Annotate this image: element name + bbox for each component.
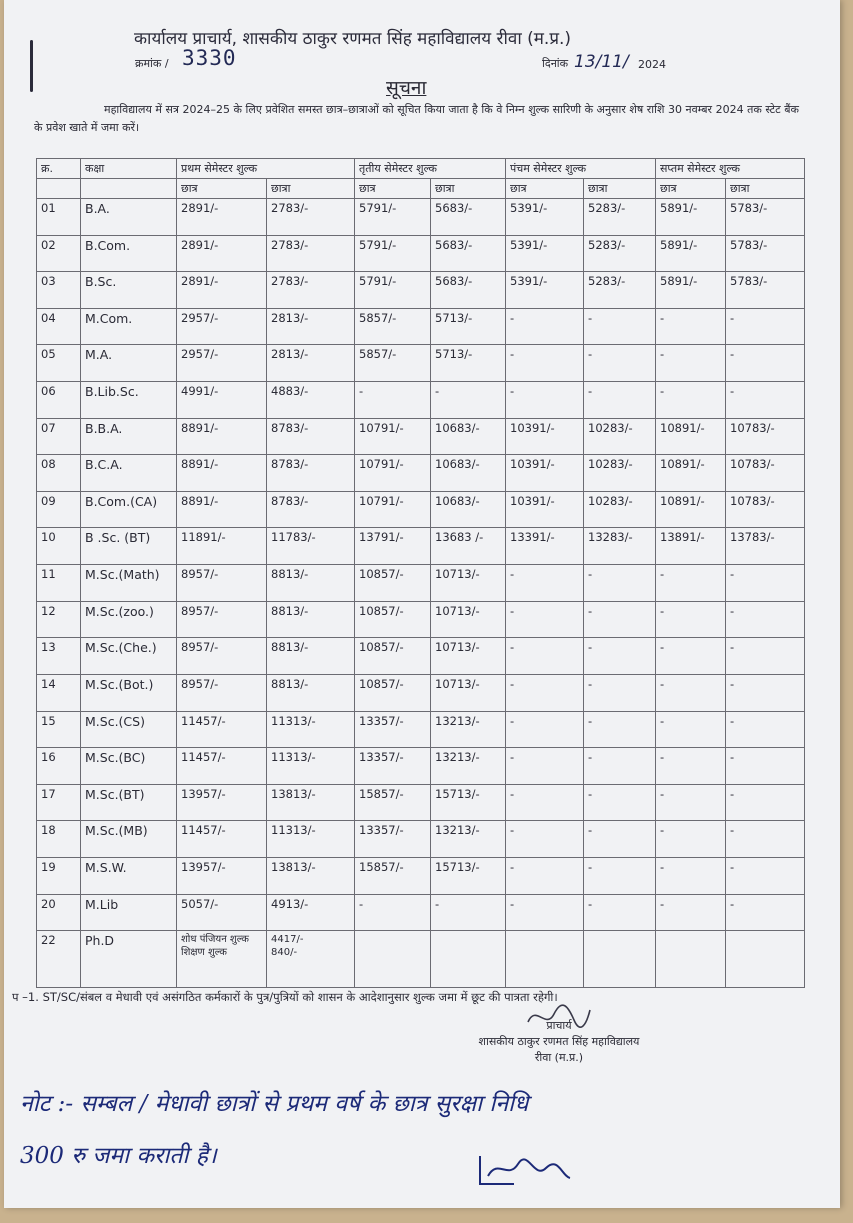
header-sem1: प्रथम सेमेस्टर शुल्क (177, 159, 355, 179)
cell-fee: 11313/- (267, 711, 355, 748)
cell-fee: 8891/- (177, 455, 267, 492)
cell-sno: 22 (37, 931, 81, 988)
cell-fee: - (656, 748, 726, 785)
cell-fee: - (506, 894, 584, 931)
cell-sno: 17 (37, 784, 81, 821)
cell-empty (506, 931, 584, 988)
cell-fee: 10791/- (355, 491, 431, 528)
table-row-phd (37, 931, 805, 988)
cell-fee: 11313/- (267, 821, 355, 858)
cell-fee: 15857/- (355, 784, 431, 821)
cell-fee: 10891/- (656, 418, 726, 455)
handwritten-note (20, 1078, 820, 1182)
cell-sno: 02 (37, 235, 81, 272)
cell-fee: 11783/- (267, 528, 355, 565)
header-female: छात्रा (267, 179, 355, 199)
cell-class: M.Sc.(Bot.) (81, 674, 177, 711)
signature-line1: शासकीय ठाकुर रणमत सिंह महाविद्यालय (478, 1035, 640, 1048)
cell-class: M.Sc.(CS) (81, 711, 177, 748)
cell-fee: 15713/- (431, 857, 506, 894)
cell-class: B.Com.(CA) (81, 491, 177, 528)
cell-fee: 5891/- (656, 199, 726, 236)
cell-fee: 13213/- (431, 711, 506, 748)
cell-empty (656, 931, 726, 988)
cell-fee: 10783/- (726, 455, 805, 492)
cell-fee: - (584, 894, 656, 931)
cell-fee: 2783/- (267, 272, 355, 309)
cell-fee: 10683/- (431, 455, 506, 492)
cell-fee: - (656, 894, 726, 931)
cell-fee: 10713/- (431, 638, 506, 675)
cell-fee: 13283/- (584, 528, 656, 565)
cell-fee: - (656, 638, 726, 675)
cell-sno: 05 (37, 345, 81, 382)
cell-fee: 10391/- (506, 418, 584, 455)
cell-class: M.Sc.(Che.) (81, 638, 177, 675)
cell-fee: 10891/- (656, 491, 726, 528)
cell-fee: 5713/- (431, 308, 506, 345)
cell-sno: 13 (37, 638, 81, 675)
cell-fee: 2957/- (177, 308, 267, 345)
phd-fee-values (267, 931, 355, 988)
cell-fee: 5683/- (431, 272, 506, 309)
table-row (37, 601, 805, 638)
cell-fee: 8957/- (177, 565, 267, 602)
cell-class: Ph.D (81, 931, 177, 988)
cell-fee: 5683/- (431, 199, 506, 236)
cell-fee: 11457/- (177, 821, 267, 858)
cell-fee: 4913/- (267, 894, 355, 931)
cell-fee: 13213/- (431, 821, 506, 858)
cell-fee: 13957/- (177, 857, 267, 894)
date-label: दिनांक (542, 57, 569, 70)
cell-fee: - (656, 565, 726, 602)
cell-class: M.Sc.(MB) (81, 821, 177, 858)
notice-page (4, 0, 840, 1208)
cell-fee: 8891/- (177, 491, 267, 528)
cell-fee: 10391/- (506, 491, 584, 528)
cell-fee: - (584, 674, 656, 711)
cell-fee: - (584, 308, 656, 345)
cell-sno: 12 (37, 601, 81, 638)
cell-fee: - (584, 857, 656, 894)
cell-fee: 5783/- (726, 199, 805, 236)
cell-fee: - (656, 711, 726, 748)
cell-class: M.Sc.(BT) (81, 784, 177, 821)
cell-empty (431, 931, 506, 988)
cell-fee: - (506, 565, 584, 602)
cell-fee: 13357/- (355, 711, 431, 748)
cell-sno: 16 (37, 748, 81, 785)
cell-fee: 10713/- (431, 601, 506, 638)
cell-fee: 13357/- (355, 748, 431, 785)
cell-fee: 5391/- (506, 199, 584, 236)
cell-sno: 06 (37, 382, 81, 419)
cell-fee: 13791/- (355, 528, 431, 565)
cell-fee: 10857/- (355, 674, 431, 711)
cell-fee: - (584, 565, 656, 602)
cell-fee: 10283/- (584, 491, 656, 528)
cell-fee: - (726, 565, 805, 602)
cell-class: M.Sc.(Math) (81, 565, 177, 602)
cell-fee: 5283/- (584, 272, 656, 309)
cell-fee: - (506, 857, 584, 894)
cell-fee: - (506, 711, 584, 748)
cell-fee: - (584, 748, 656, 785)
cell-fee: 2957/- (177, 345, 267, 382)
cell-fee: - (506, 674, 584, 711)
cell-fee: 13813/- (267, 857, 355, 894)
header-sem3: तृतीय सेमेस्टर शुल्क (355, 159, 506, 179)
handwritten-line2: 300 रु जमा कराती है। (20, 1143, 217, 1169)
cell-sno: 09 (37, 491, 81, 528)
cell-fee: 5713/- (431, 345, 506, 382)
cell-fee: - (355, 382, 431, 419)
cell-sno: 11 (37, 565, 81, 602)
table-row (37, 199, 805, 236)
cell-class: M.A. (81, 345, 177, 382)
cell-sno: 20 (37, 894, 81, 931)
cell-fee: - (584, 711, 656, 748)
cell-sno: 08 (37, 455, 81, 492)
cell-fee: - (656, 601, 726, 638)
cell-fee: 8891/- (177, 418, 267, 455)
table-row (37, 784, 805, 821)
cell-fee: - (506, 748, 584, 785)
cell-fee: 2891/- (177, 235, 267, 272)
cell-fee: 11457/- (177, 748, 267, 785)
table-row (37, 382, 805, 419)
cell-fee: - (584, 784, 656, 821)
cell-fee: 13813/- (267, 784, 355, 821)
cell-fee: - (506, 784, 584, 821)
cell-fee: 15857/- (355, 857, 431, 894)
cell-fee: 8783/- (267, 455, 355, 492)
cell-fee: 10791/- (355, 418, 431, 455)
cell-fee: 5791/- (355, 235, 431, 272)
table-row (37, 638, 805, 675)
header-class: कक्षा (81, 159, 177, 179)
cell-fee: 13391/- (506, 528, 584, 565)
table-row (37, 748, 805, 785)
cell-fee: 5891/- (656, 235, 726, 272)
office-heading: कार्यालय प्राचार्य, शासकीय ठाकुर रणमत सिंह महाविद्यालय रीवा (म.प्र.) (134, 29, 572, 49)
cell-empty (584, 931, 656, 988)
cell-fee: 5783/- (726, 235, 805, 272)
cell-fee: - (506, 345, 584, 382)
table-row (37, 528, 805, 565)
handwritten-line1: नोट :- सम्बल / मेधावी छात्रों से प्रथम वर्ष के छात्र सुरक्षा निधि (20, 1091, 529, 1117)
cell-fee: 8813/- (267, 565, 355, 602)
cell-fee: 5891/- (656, 272, 726, 309)
cell-class: M.Lib (81, 894, 177, 931)
cell-fee: 8783/- (267, 418, 355, 455)
cell-fee: 13213/- (431, 748, 506, 785)
cell-class: B.Lib.Sc. (81, 382, 177, 419)
table-row (37, 894, 805, 931)
phd-tuition-fee: 840/- (271, 947, 298, 959)
cell-fee: 5283/- (584, 199, 656, 236)
cell-fee: - (584, 821, 656, 858)
cell-fee: 2813/- (267, 308, 355, 345)
header-female: छात्रा (726, 179, 805, 199)
cell-fee: 10857/- (355, 565, 431, 602)
cell-fee: 8783/- (267, 491, 355, 528)
table-row (37, 674, 805, 711)
table-row (37, 711, 805, 748)
header-male: छात्र (656, 179, 726, 199)
footnote: प –1. ST/SC/संबल व मेधावी एवं असंगठित कर्मकारों के पुत्र/पुत्रियों को शासन के आदेशानुसार शुल्क जमा में छूट की पात्रता रहेगी। (12, 990, 558, 1004)
cell-fee: 5791/- (355, 199, 431, 236)
cell-fee: - (726, 894, 805, 931)
cell-fee: - (726, 821, 805, 858)
cell-fee: - (431, 382, 506, 419)
cell-class: B.Sc. (81, 272, 177, 309)
margin-mark (30, 40, 33, 92)
cell-fee: 11457/- (177, 711, 267, 748)
cell-fee: - (656, 784, 726, 821)
phd-registration-label: शोध पंजियन शुल्क (181, 934, 249, 946)
header-male: छात्र (506, 179, 584, 199)
cell-empty (726, 931, 805, 988)
cell-fee: 10713/- (431, 565, 506, 602)
cell-fee: 13357/- (355, 821, 431, 858)
notice-intro: महाविद्यालय में सत्र 2024–25 के लिए प्रवेशित समस्त छात्र–छात्राओं को सूचित किया जाता है कि वे निम्न शुल्क सारिणी के अनुसार शेष राशि 30 नवम्बर 2024 तक स्टेट बैंक के प्रवेश खाते में जमा करें। (34, 103, 799, 134)
cell-fee: - (355, 894, 431, 931)
cell-class: M.S.W. (81, 857, 177, 894)
cell-fee: 10683/- (431, 491, 506, 528)
cell-fee: 10857/- (355, 638, 431, 675)
cell-class: B.Com. (81, 235, 177, 272)
cell-fee: - (431, 894, 506, 931)
cell-fee: - (656, 674, 726, 711)
cell-fee: 10783/- (726, 418, 805, 455)
cell-fee: - (584, 345, 656, 382)
cell-fee: 8813/- (267, 601, 355, 638)
cell-fee: 5783/- (726, 272, 805, 309)
cell-fee: 10391/- (506, 455, 584, 492)
reference-label: क्रमांक / (135, 57, 169, 70)
cell-fee: 2891/- (177, 199, 267, 236)
header-female: छात्रा (584, 179, 656, 199)
cell-fee: 11313/- (267, 748, 355, 785)
header-blank (37, 179, 81, 199)
cell-fee: - (726, 748, 805, 785)
cell-sno: 10 (37, 528, 81, 565)
cell-fee: 4883/- (267, 382, 355, 419)
cell-sno: 15 (37, 711, 81, 748)
table-row (37, 821, 805, 858)
cell-fee: - (726, 601, 805, 638)
table-row (37, 857, 805, 894)
table-row (37, 345, 805, 382)
cell-fee: 5391/- (506, 235, 584, 272)
cell-fee: 10283/- (584, 455, 656, 492)
cell-empty (355, 931, 431, 988)
table-row (37, 491, 805, 528)
cell-fee: 8813/- (267, 638, 355, 675)
phd-tuition-label: शिक्षण शुल्क (181, 947, 227, 959)
cell-sno: 14 (37, 674, 81, 711)
table-row (37, 418, 805, 455)
cell-fee: - (726, 711, 805, 748)
cell-fee: 10857/- (355, 601, 431, 638)
cell-class: M.Sc.(BC) (81, 748, 177, 785)
table-row (37, 235, 805, 272)
cell-class: B.A. (81, 199, 177, 236)
signature-line2: रीवा (म.प्र.) (534, 1051, 584, 1064)
notice-title: सूचना (386, 77, 427, 99)
cell-fee: 10283/- (584, 418, 656, 455)
cell-fee: - (506, 308, 584, 345)
table-row (37, 565, 805, 602)
cell-fee: 2813/- (267, 345, 355, 382)
cell-fee: 13783/- (726, 528, 805, 565)
header-male: छात्र (355, 179, 431, 199)
cell-fee: - (584, 382, 656, 419)
cell-fee: 8957/- (177, 674, 267, 711)
cell-fee: - (506, 601, 584, 638)
cell-sno: 01 (37, 199, 81, 236)
cell-fee: 5683/- (431, 235, 506, 272)
cell-class: B.B.A. (81, 418, 177, 455)
table-row (37, 455, 805, 492)
cell-fee: - (656, 308, 726, 345)
cell-fee: 13891/- (656, 528, 726, 565)
fee-table (36, 158, 805, 988)
cell-fee: - (726, 308, 805, 345)
cell-class: M.Com. (81, 308, 177, 345)
cell-fee: - (506, 821, 584, 858)
cell-fee: 10683/- (431, 418, 506, 455)
cell-fee: 10791/- (355, 455, 431, 492)
handwritten-signature (474, 1150, 574, 1190)
cell-fee: 13957/- (177, 784, 267, 821)
reference-number: 3330 (182, 46, 237, 70)
header-sem5: पंचम सेमेस्टर शुल्क (506, 159, 656, 179)
cell-sno: 19 (37, 857, 81, 894)
cell-class: M.Sc.(zoo.) (81, 601, 177, 638)
cell-fee: - (726, 784, 805, 821)
header-blank (81, 179, 177, 199)
cell-class: B.C.A. (81, 455, 177, 492)
cell-fee: 5857/- (355, 308, 431, 345)
date-value: 13/11/ (574, 52, 629, 72)
cell-fee: - (584, 601, 656, 638)
cell-fee: - (656, 857, 726, 894)
table-row (37, 308, 805, 345)
cell-fee: - (656, 821, 726, 858)
cell-fee: 5283/- (584, 235, 656, 272)
signature-block (454, 1018, 664, 1066)
cell-fee: 10891/- (656, 455, 726, 492)
cell-fee: - (726, 345, 805, 382)
header-male: छात्र (177, 179, 267, 199)
cell-fee: - (726, 674, 805, 711)
phd-registration-fee: 4417/- (271, 934, 304, 946)
cell-fee: 2783/- (267, 199, 355, 236)
cell-fee: - (506, 638, 584, 675)
cell-fee: 4991/- (177, 382, 267, 419)
cell-fee: 5391/- (506, 272, 584, 309)
phd-fee-labels (177, 931, 267, 988)
cell-fee: - (726, 382, 805, 419)
header-sno: क्र. (37, 159, 81, 179)
cell-class: B .Sc. (BT) (81, 528, 177, 565)
cell-fee: - (726, 857, 805, 894)
cell-fee: 2783/- (267, 235, 355, 272)
cell-sno: 04 (37, 308, 81, 345)
cell-fee: - (506, 382, 584, 419)
cell-fee: - (726, 638, 805, 675)
cell-fee: 13683 /- (431, 528, 506, 565)
cell-fee: 8813/- (267, 674, 355, 711)
cell-fee: 8957/- (177, 601, 267, 638)
cell-fee: 5791/- (355, 272, 431, 309)
cell-fee: 10713/- (431, 674, 506, 711)
cell-fee: 2891/- (177, 272, 267, 309)
cell-fee: - (656, 345, 726, 382)
cell-fee: 5057/- (177, 894, 267, 931)
cell-fee: - (656, 382, 726, 419)
cell-fee: 10783/- (726, 491, 805, 528)
cell-fee: - (584, 638, 656, 675)
cell-fee: 5857/- (355, 345, 431, 382)
cell-fee: 8957/- (177, 638, 267, 675)
cell-sno: 03 (37, 272, 81, 309)
cell-sno: 07 (37, 418, 81, 455)
header-female: छात्रा (431, 179, 506, 199)
cell-fee: 11891/- (177, 528, 267, 565)
cell-sno: 18 (37, 821, 81, 858)
signature-title: प्राचार्य (546, 1019, 572, 1032)
cell-fee: 15713/- (431, 784, 506, 821)
table-row (37, 272, 805, 309)
header-sem7: सप्तम सेमेस्टर शुल्क (656, 159, 805, 179)
date-year: 2024 (638, 58, 666, 71)
